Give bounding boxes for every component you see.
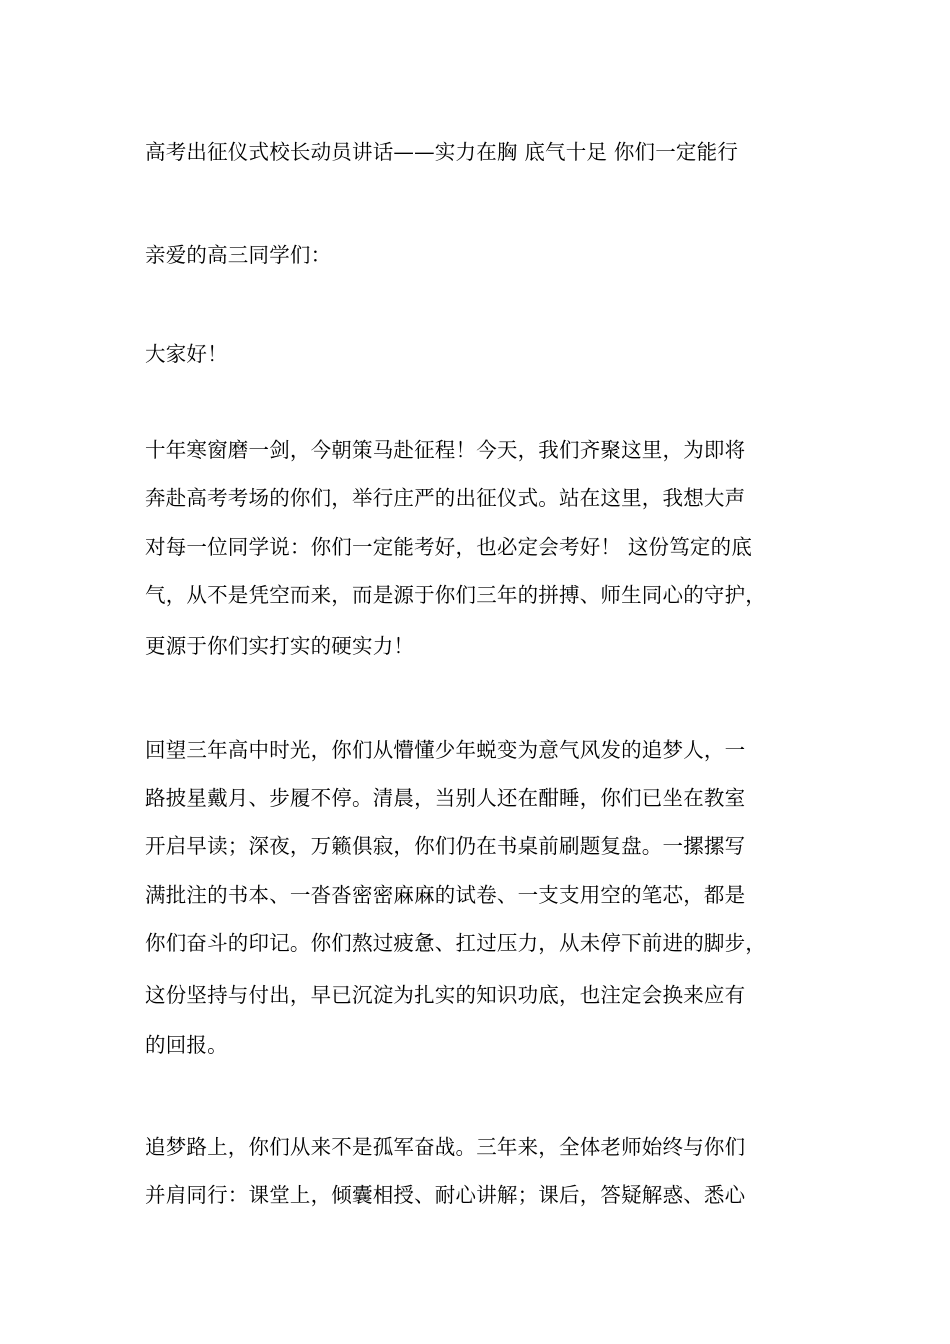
paragraph-line: 奔赴高考考场的你们，举行庄严的出征仪式。站在这里，我想大声 [145, 486, 746, 510]
paragraph-line: 这份坚持与付出，早已沉淀为扎实的知识功底，也注定会换来应有 [145, 983, 746, 1007]
paragraph-line: 并肩同行：课堂上，倾囊相授、耐心讲解；课后，答疑解惑、悉心 [145, 1183, 746, 1207]
paragraph-line: 你们奋斗的印记。你们熬过疲惫、扛过压力，从未停下前进的脚步， [145, 931, 766, 955]
paragraph-line: 回望三年高中时光，你们从懵懂少年蜕变为意气风发的追梦人，一 [145, 738, 746, 762]
paragraph-line: 对每一位同学说：你们一定能考好，也必定会考好！ 这份笃定的底 [145, 535, 753, 559]
greeting: 亲爱的高三同学们： [145, 243, 332, 267]
salutation: 大家好！ [145, 342, 228, 366]
paragraph-line: 路披星戴月、步履不停。清晨，当别人还在酣睡，你们已坐在教室 [145, 786, 746, 810]
paragraph-line: 十年寒窗磨一剑，今朝策马赴征程！今天，我们齐聚这里，为即将 [145, 438, 746, 462]
document-title: 高考出征仪式校长动员讲话——实力在胸 底气十足 你们一定能行 [145, 140, 739, 164]
paragraph-line: 气，从不是凭空而来，而是源于你们三年的拼搏、师生同心的守护， [145, 583, 766, 607]
paragraph-line: 满批注的书本、一沓沓密密麻麻的试卷、一支支用空的笔芯，都是 [145, 883, 746, 907]
paragraph-line: 追梦路上，你们从来不是孤军奋战。三年来，全体老师始终与你们 [145, 1135, 746, 1159]
paragraph-line: 的回报。 [145, 1033, 228, 1057]
paragraph-line: 更源于你们实打实的硬实力！ [145, 634, 415, 658]
paragraph-line: 开启早读；深夜，万籁俱寂，你们仍在书桌前刷题复盘。一摞摞写 [145, 834, 746, 858]
